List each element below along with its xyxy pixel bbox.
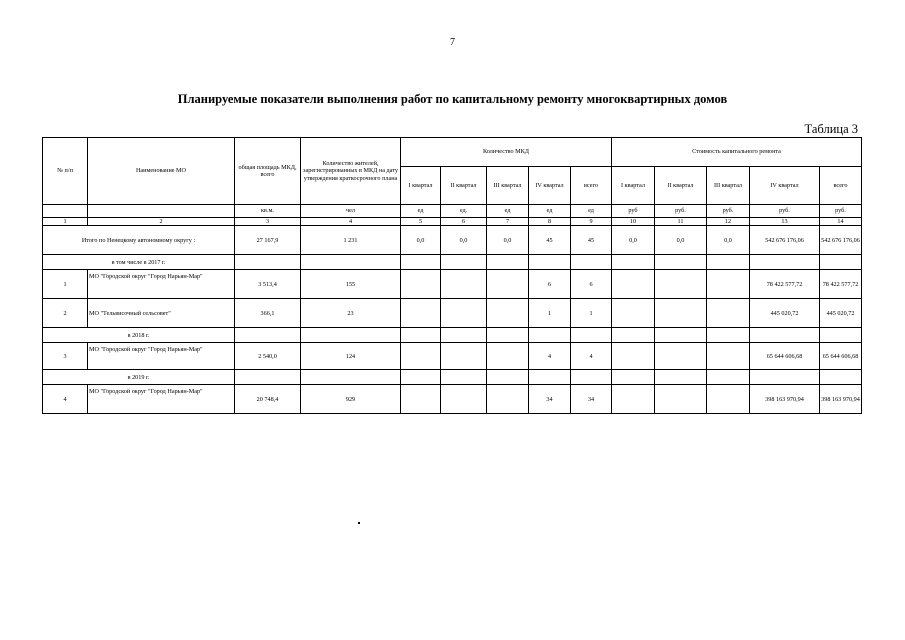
- empty-cell: [441, 385, 487, 414]
- row-mo-name: МО "Городской округ "Город Нарьян-Мар": [88, 270, 235, 299]
- stray-dot-mark: [358, 522, 360, 524]
- empty-cell: [441, 328, 487, 343]
- col-index: 9: [571, 218, 612, 226]
- col-header-mo-name: Наименование МО: [88, 138, 235, 205]
- unit-area: кв.м.: [235, 205, 301, 218]
- table-row: [43, 343, 862, 370]
- row-area: 2 540,0: [235, 343, 301, 370]
- section-row-2018: [43, 328, 862, 343]
- unit-cost-q4: руб.: [750, 205, 820, 218]
- col-index: 13: [750, 218, 820, 226]
- row-mo-name: МО "Тельвисочный сельсовет": [88, 299, 235, 328]
- empty-cell: [612, 255, 655, 270]
- col-header-cost-total: всего: [820, 167, 862, 205]
- row-area: 3 513,4: [235, 270, 301, 299]
- empty-cell: [401, 270, 441, 299]
- empty-cell: [655, 299, 707, 328]
- empty-cell: [571, 328, 612, 343]
- empty-cell: [529, 255, 571, 270]
- repair-indicators-table: [42, 137, 862, 414]
- section-label-2018: в 2018 г.: [43, 328, 235, 343]
- col-header-cost-q2: II квартал: [655, 167, 707, 205]
- row-count-total: 6: [571, 270, 612, 299]
- row-cost-q4: 398 163 970,94: [750, 385, 820, 414]
- col-header-count-total: всего: [571, 167, 612, 205]
- total-cost-q3: 0,0: [707, 226, 750, 255]
- row-cost-total: 65 644 606,68: [820, 343, 862, 370]
- empty-cell: [487, 328, 529, 343]
- empty-cell: [750, 255, 820, 270]
- empty-cell: [301, 328, 401, 343]
- col-header-count-q4: IV квартал: [529, 167, 571, 205]
- col-index: 2: [88, 218, 235, 226]
- empty-cell: [487, 385, 529, 414]
- row-count-total: 34: [571, 385, 612, 414]
- col-header-cost-q3: III квартал: [707, 167, 750, 205]
- section-label-2017: в том числе в 2017 г.: [43, 255, 235, 270]
- col-header-mkd-count: Количество МКД: [401, 138, 612, 167]
- col-header-area: общая площадь МКД, всего: [235, 138, 301, 205]
- row-cost-total: 78 422 577,72: [820, 270, 862, 299]
- table-row: [43, 270, 862, 299]
- unit-count-total: ед: [571, 205, 612, 218]
- empty-cell: [655, 328, 707, 343]
- row-residents: 124: [301, 343, 401, 370]
- total-row: [43, 226, 862, 255]
- col-index: 8: [529, 218, 571, 226]
- empty-cell: [655, 255, 707, 270]
- empty-cell: [750, 370, 820, 385]
- unit-count-q3: ед: [487, 205, 529, 218]
- empty-cell: [487, 343, 529, 370]
- empty-cell: [820, 370, 862, 385]
- col-index: 11: [655, 218, 707, 226]
- row-mo-name: МО "Городской округ "Город Нарьян-Мар": [88, 343, 235, 370]
- unit-count-q4: ед: [529, 205, 571, 218]
- empty-cell: [441, 299, 487, 328]
- table-label: Таблица 3: [804, 122, 858, 136]
- total-count-q3: 0,0: [487, 226, 529, 255]
- empty-cell: [441, 255, 487, 270]
- col-header-num: № п/п: [43, 138, 88, 205]
- col-index: 5: [401, 218, 441, 226]
- col-index: 1: [43, 218, 88, 226]
- unit-cell-empty: [88, 205, 235, 218]
- row-cost-q4: 78 422 577,72: [750, 270, 820, 299]
- col-header-count-q3: III квартал: [487, 167, 529, 205]
- empty-cell: [529, 370, 571, 385]
- empty-cell: [750, 328, 820, 343]
- empty-cell: [612, 299, 655, 328]
- col-header-cost-q4: IV квартал: [750, 167, 820, 205]
- empty-cell: [820, 255, 862, 270]
- row-mo-name: МО "Городской округ "Город Нарьян-Мар": [88, 385, 235, 414]
- empty-cell: [707, 385, 750, 414]
- unit-count-q2: ед.: [441, 205, 487, 218]
- empty-cell: [235, 328, 301, 343]
- row-count-q4: 1: [529, 299, 571, 328]
- table-row: [43, 385, 862, 414]
- total-count-total: 45: [571, 226, 612, 255]
- unit-cost-total: руб.: [820, 205, 862, 218]
- row-area: 20 748,4: [235, 385, 301, 414]
- total-cost-q1: 0,0: [612, 226, 655, 255]
- empty-cell: [401, 255, 441, 270]
- empty-cell: [612, 385, 655, 414]
- col-header-count-q2: II квартал: [441, 167, 487, 205]
- col-index: 12: [707, 218, 750, 226]
- col-header-cost: Стоимость капитального ремонта: [612, 138, 862, 167]
- total-residents: 1 231: [301, 226, 401, 255]
- col-header-cost-q1: I квартал: [612, 167, 655, 205]
- empty-cell: [301, 370, 401, 385]
- row-count-q4: 6: [529, 270, 571, 299]
- col-header-residents: Количество жителей, зарегистрированных в МКД на дату утверждения краткосрочного плана: [301, 138, 401, 205]
- section-row-2019: [43, 370, 862, 385]
- row-num: 4: [43, 385, 88, 414]
- page-number: 7: [450, 37, 455, 48]
- row-residents: 155: [301, 270, 401, 299]
- total-count-q4: 45: [529, 226, 571, 255]
- total-cost-q4: 542 676 176,06: [750, 226, 820, 255]
- row-count-total: 4: [571, 343, 612, 370]
- empty-cell: [655, 370, 707, 385]
- empty-cell: [612, 328, 655, 343]
- row-num: 3: [43, 343, 88, 370]
- row-count-q4: 4: [529, 343, 571, 370]
- row-cost-q4: 445 020,72: [750, 299, 820, 328]
- empty-cell: [301, 255, 401, 270]
- row-num: 1: [43, 270, 88, 299]
- empty-cell: [441, 343, 487, 370]
- col-index: 7: [487, 218, 529, 226]
- empty-cell: [401, 328, 441, 343]
- empty-cell: [707, 343, 750, 370]
- empty-cell: [707, 328, 750, 343]
- section-row-2017: [43, 255, 862, 270]
- col-index: 6: [441, 218, 487, 226]
- header-row-groups: [43, 138, 862, 167]
- row-cost-total: 398 163 970,94: [820, 385, 862, 414]
- table-row: [43, 299, 862, 328]
- empty-cell: [707, 255, 750, 270]
- empty-cell: [571, 255, 612, 270]
- row-count-total: 1: [571, 299, 612, 328]
- page-title: Планируемые показатели выполнения работ по капитальному ремонту многоквартирных домов: [177, 92, 728, 106]
- unit-cost-q2: руб.: [655, 205, 707, 218]
- empty-cell: [529, 328, 571, 343]
- units-row: [43, 205, 862, 218]
- empty-cell: [441, 370, 487, 385]
- empty-cell: [401, 385, 441, 414]
- unit-residents: чел: [301, 205, 401, 218]
- col-index: 4: [301, 218, 401, 226]
- total-area: 27 167,9: [235, 226, 301, 255]
- empty-cell: [401, 370, 441, 385]
- empty-cell: [655, 270, 707, 299]
- unit-cell-empty: [43, 205, 88, 218]
- empty-cell: [235, 370, 301, 385]
- empty-cell: [612, 370, 655, 385]
- empty-cell: [707, 370, 750, 385]
- total-label: Итого по Ненецкому автономному округу :: [43, 226, 235, 255]
- col-index: 14: [820, 218, 862, 226]
- empty-cell: [487, 270, 529, 299]
- row-num: 2: [43, 299, 88, 328]
- total-count-q2: 0,0: [441, 226, 487, 255]
- col-index: 3: [235, 218, 301, 226]
- row-residents: 23: [301, 299, 401, 328]
- row-cost-q4: 65 644 606,68: [750, 343, 820, 370]
- empty-cell: [571, 370, 612, 385]
- row-area: 366,1: [235, 299, 301, 328]
- empty-cell: [820, 328, 862, 343]
- empty-cell: [441, 270, 487, 299]
- empty-cell: [487, 255, 529, 270]
- row-count-q4: 34: [529, 385, 571, 414]
- empty-cell: [655, 343, 707, 370]
- column-index-row: [43, 218, 862, 226]
- col-header-count-q1: I квартал: [401, 167, 441, 205]
- unit-cost-q1: руб: [612, 205, 655, 218]
- empty-cell: [487, 299, 529, 328]
- empty-cell: [612, 270, 655, 299]
- empty-cell: [707, 270, 750, 299]
- row-cost-total: 445 020,72: [820, 299, 862, 328]
- unit-cost-q3: руб.: [707, 205, 750, 218]
- empty-cell: [655, 385, 707, 414]
- empty-cell: [401, 343, 441, 370]
- total-count-q1: 0,0: [401, 226, 441, 255]
- unit-count-q1: ед: [401, 205, 441, 218]
- empty-cell: [235, 255, 301, 270]
- empty-cell: [612, 343, 655, 370]
- col-index: 10: [612, 218, 655, 226]
- row-residents: 929: [301, 385, 401, 414]
- total-cost-q2: 0,0: [655, 226, 707, 255]
- total-cost-total: 542 676 176,06: [820, 226, 862, 255]
- section-label-2019: в 2019 г.: [43, 370, 235, 385]
- empty-cell: [401, 299, 441, 328]
- empty-cell: [487, 370, 529, 385]
- empty-cell: [707, 299, 750, 328]
